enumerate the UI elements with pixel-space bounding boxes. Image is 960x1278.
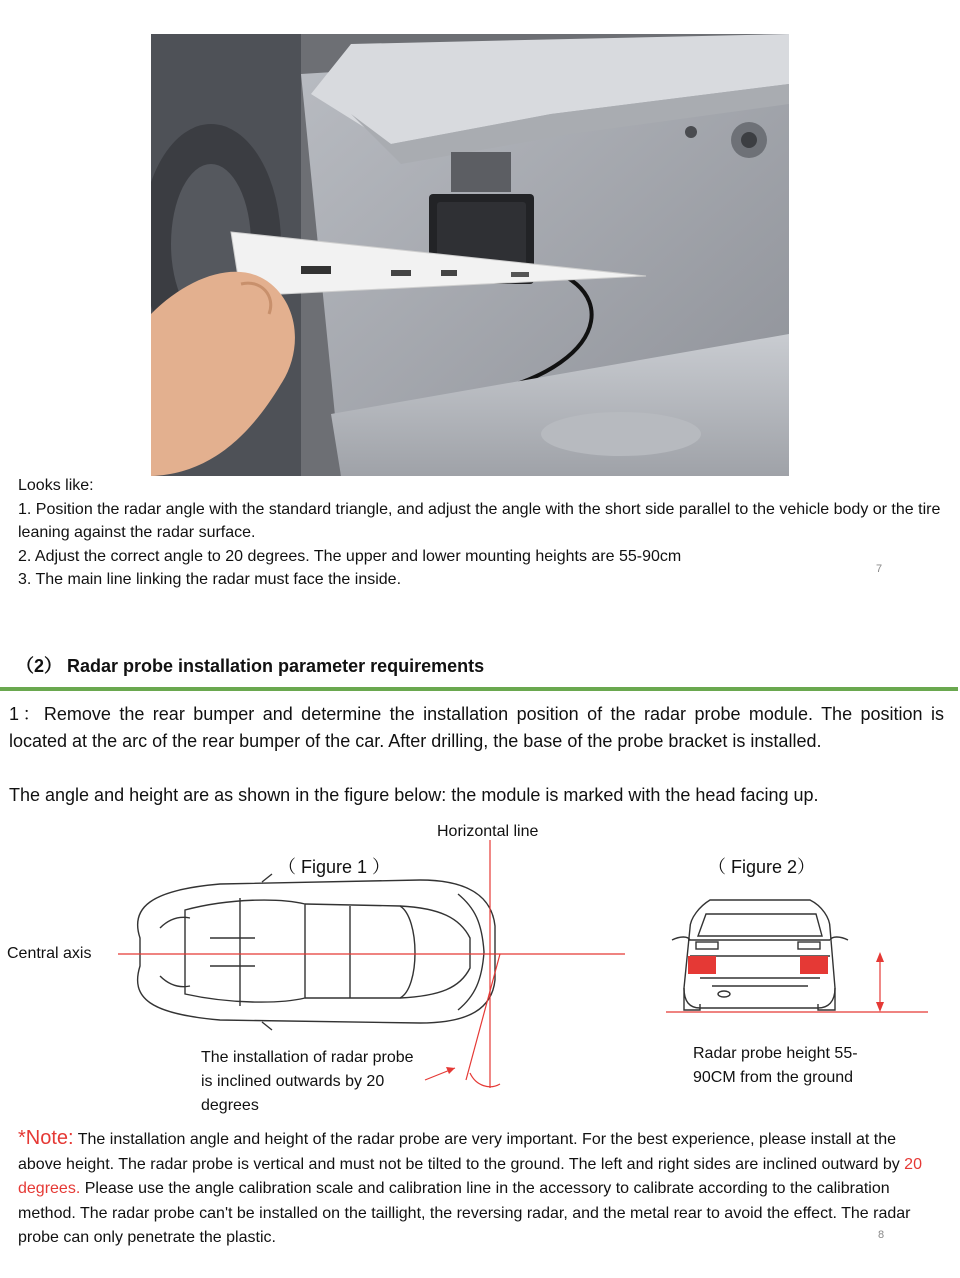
rear-view-car bbox=[672, 900, 848, 1010]
instructions-para-2: The angle and height are as shown in the figure below: the module is marked with the head facing up. bbox=[9, 785, 819, 805]
note-highlight: 20 degrees. bbox=[18, 1155, 922, 1197]
section-divider bbox=[0, 687, 958, 691]
central-axis-label: Central axis bbox=[7, 945, 92, 962]
horizontal-line-label: Horizontal line bbox=[437, 823, 539, 840]
height-caption: Radar probe height 55-90CM from the ground bbox=[693, 1045, 858, 1086]
note-text-2: Please use the angle calibration scale and calibration line in the accessory to calibrate according to the calibration method. The radar probe can't be installed on the taillight, the reversing radar, and the metal rear to avoid the effect. The radar probe can only penetrate the plastic. bbox=[18, 1180, 911, 1246]
looks-like-item-3: 3. The main line linking the radar must face the inside. bbox=[18, 571, 402, 588]
section-title: （2） Radar probe installation parameter requirements bbox=[16, 656, 485, 676]
note-heading: *Note: bbox=[18, 1127, 74, 1149]
angle-arc bbox=[470, 1073, 500, 1087]
figure-1-label: （ Figure 1 ） bbox=[278, 857, 391, 877]
looks-like-block bbox=[18, 474, 953, 592]
note-block bbox=[18, 1126, 943, 1251]
figure-2-label: （ Figure 2） bbox=[708, 857, 816, 877]
installation-photo bbox=[151, 34, 789, 476]
instructions-block bbox=[9, 701, 944, 755]
page-number-8: 8 bbox=[878, 1229, 885, 1241]
instructions-para-1: 1：Remove the rear bumper and determine the installation position of the radar probe module. The position is located at the arc of the rear bumper of the car. After drilling, the base of the probe bracket is installed. bbox=[9, 704, 944, 751]
inclined-caption: The installation of radar probe is inclined outwards by 20 degrees bbox=[201, 1049, 414, 1114]
inclined-20-line bbox=[466, 954, 500, 1080]
looks-like-item-2: 2. Adjust the correct angle to 20 degrees. The upper and lower mounting heights are 55-90cm bbox=[18, 547, 682, 565]
left-radar-probe bbox=[688, 956, 716, 974]
page-number-7: 7 bbox=[876, 563, 883, 575]
looks-like-item-1: 1. Position the radar angle with the standard triangle, and adjust the angle with the short side parallel to the vehicle body or the tire leaning against the radar surface. bbox=[18, 500, 941, 541]
top-view-car bbox=[138, 874, 495, 1030]
looks-like-heading: Looks like: bbox=[18, 477, 94, 494]
note-text-1: The installation angle and height of the radar probe are very important. For the best experience, please install at the above height. The radar probe is vertical and must not be tilted to the ground. The left and right sides are inclined outward by bbox=[18, 1131, 905, 1173]
right-radar-probe bbox=[800, 956, 828, 974]
